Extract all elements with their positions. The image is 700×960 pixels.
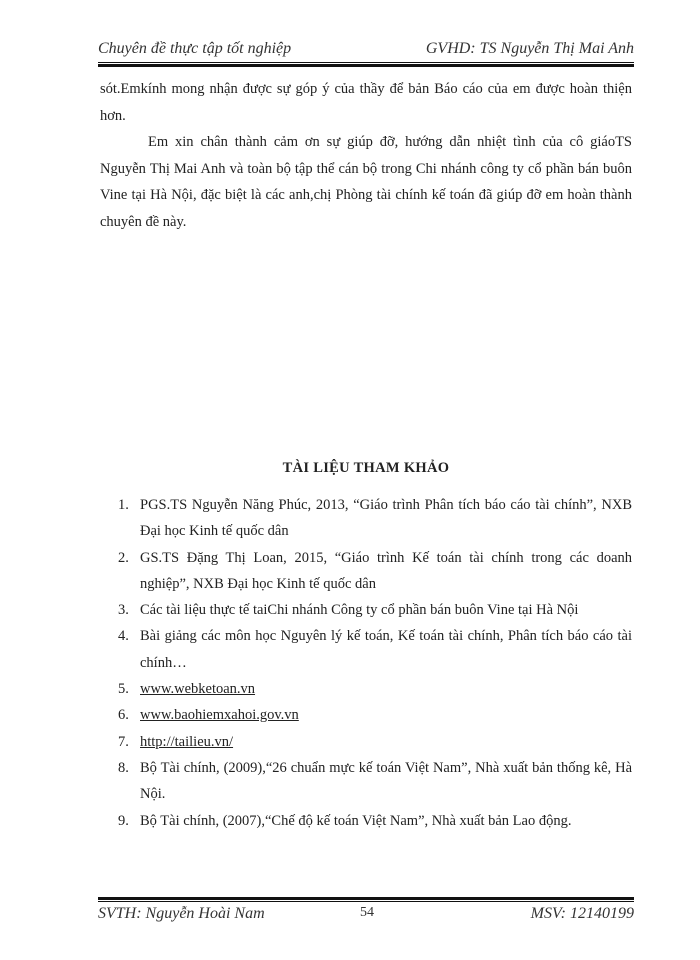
header-rule-thin — [98, 62, 634, 63]
reference-number: 8. — [118, 759, 129, 776]
reference-item — [100, 729, 632, 755]
header-advisor: GVHD: TS Nguyễn Thị Mai Anh — [425, 40, 634, 57]
reference-item — [100, 545, 632, 598]
reference-item — [100, 676, 632, 702]
references-list — [100, 492, 632, 834]
paragraph-2: Em xin chân thành cảm ơn sự giúp đỡ, hướng dẫn nhiệt tình của cô giáoTS Nguyễn Thị Mai Anh và toàn bộ tập thể cán bộ trong Chi nhánh công ty cổ phần bán buôn Vine tại Hà Nội, đặc biệt là các anh,chị Phòng tài chính kế toán đã giúp đỡ em hoàn thành chuyên đề này. — [100, 134, 632, 230]
reference-item — [100, 597, 632, 623]
reference-link-webketoan[interactable]: www.webketoan.vn — [140, 681, 256, 698]
page-number: 54 — [360, 905, 374, 920]
footer-student: SVTH: Nguyễn Hoài Nam — [98, 905, 265, 922]
reference-number: 3. — [118, 602, 129, 619]
reference-number: 4. — [118, 628, 129, 645]
reference-text: PGS.TS Nguyễn Năng Phúc, 2013, “Giáo trình Phân tích báo cáo tài chính”, NXB Đại học Kinh tế quốc dân — [140, 497, 632, 540]
reference-number: 6. — [118, 707, 129, 724]
reference-text: Bài giảng các môn học Nguyên lý kế toán, Kế toán tài chính, Phân tích báo cáo tài chính… — [140, 628, 632, 671]
page-footer — [98, 905, 634, 927]
footer-rule-thin — [98, 901, 634, 902]
reference-number: 2. — [118, 549, 129, 566]
reference-text: GS.TS Đặng Thị Loan, 2015, “Giáo trình Kế toán tài chính trong các doanh nghiệp”, NXB Đại học Kinh tế quốc dân — [140, 549, 632, 592]
reference-link-tailieu[interactable]: http://tailieu.vn/ — [140, 733, 234, 750]
reference-number: 9. — [118, 812, 129, 829]
footer-student-id: MSV: 12140199 — [530, 905, 634, 922]
reference-text: Các tài liệu thực tế taiChi nhánh Công ty cổ phần bán buôn Vine tại Hà Nội — [140, 602, 579, 619]
page-header — [98, 38, 634, 60]
reference-item — [100, 492, 632, 545]
reference-number: 7. — [118, 733, 129, 750]
reference-text: Bộ Tài chính, (2009),“26 chuẩn mực kế toán Việt Nam”, Nhà xuất bản thống kê, Hà Nội. — [140, 759, 632, 803]
footer-rule-thick — [98, 897, 634, 900]
references-title: TÀI LIỆU THAM KHẢO — [282, 460, 450, 476]
reference-item — [100, 623, 632, 676]
reference-text: Bộ Tài chính, (2007),“Chế độ kế toán Việt Nam”, Nhà xuất bản Lao động. — [140, 812, 572, 829]
reference-number: 1. — [118, 497, 129, 513]
acknowledgement-text — [100, 76, 632, 235]
reference-item — [100, 755, 632, 808]
header-title: Chuyên đề thực tập tốt nghiệp — [98, 40, 292, 57]
reference-item — [100, 702, 632, 728]
reference-link-baohiemxahoi[interactable]: www.baohiemxahoi.gov.vn — [140, 707, 299, 724]
reference-item — [100, 808, 632, 834]
header-rule-thick — [98, 64, 634, 67]
paragraph-1: sót.Emkính mong nhận được sự góp ý của thầy để bản Báo cáo của em được hoàn thiện hơn. — [100, 81, 632, 124]
reference-number: 5. — [118, 681, 129, 698]
